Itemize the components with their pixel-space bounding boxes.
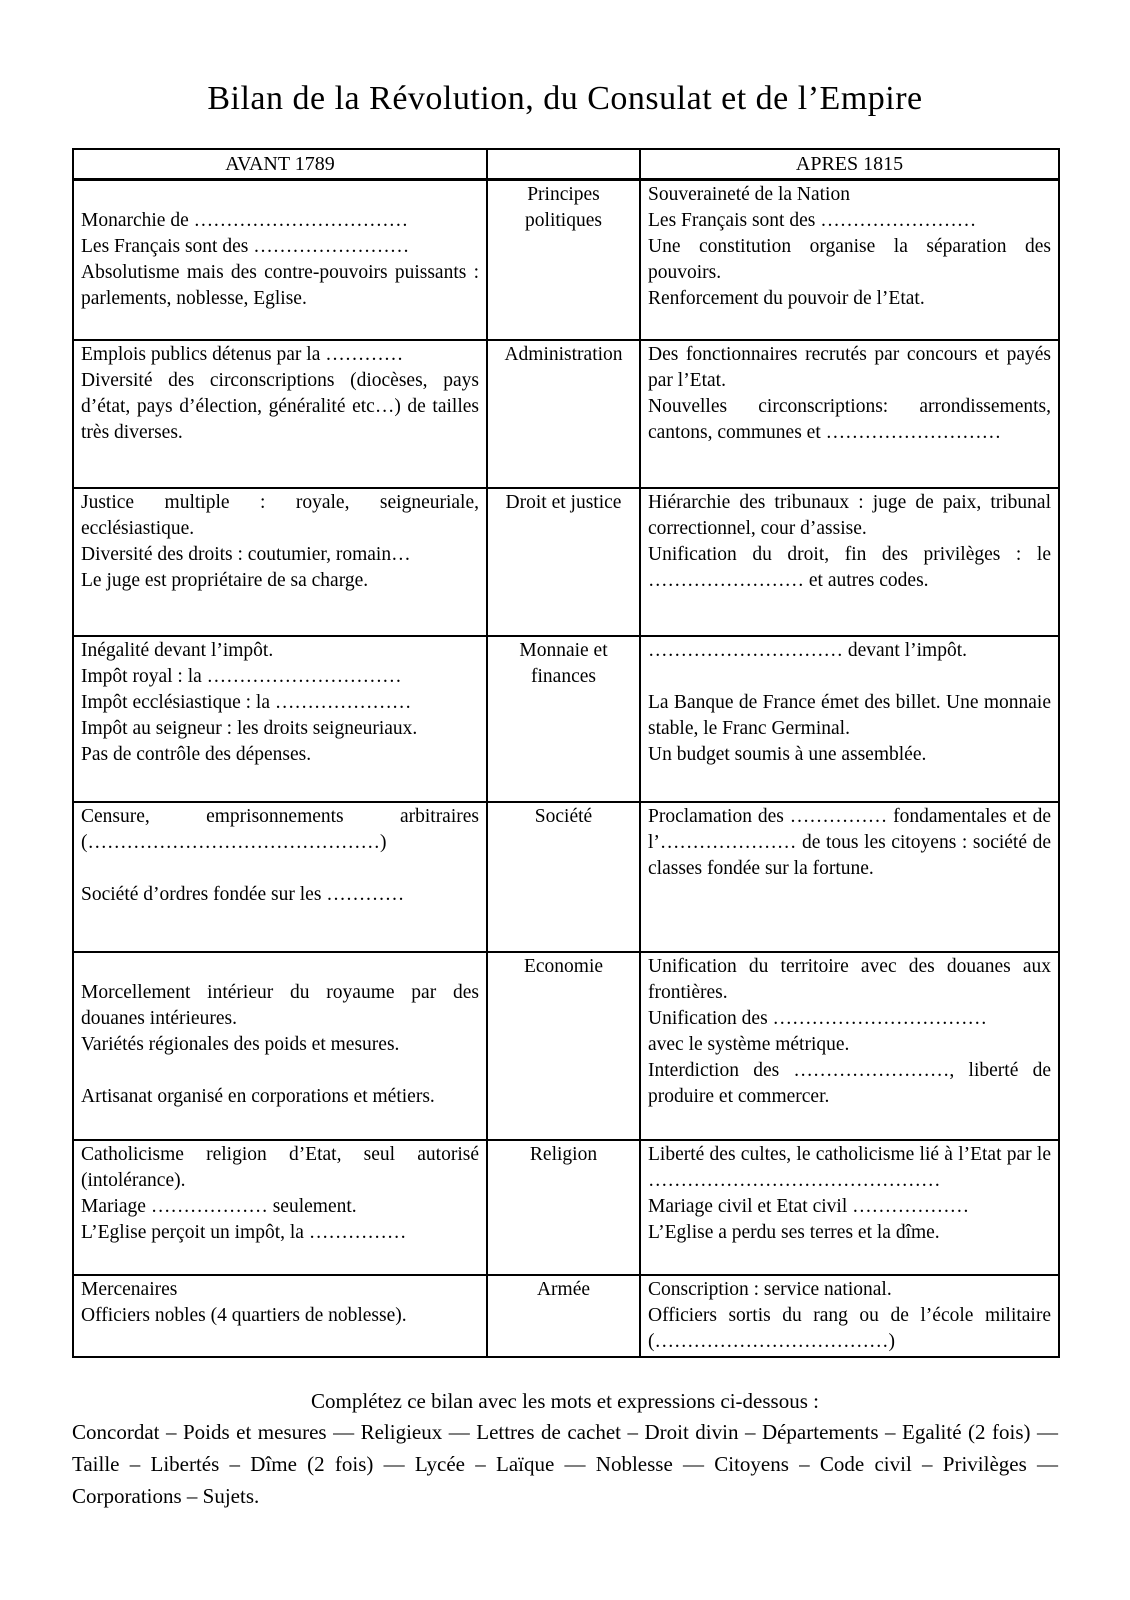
cell-avant (73, 802, 487, 952)
table-row-droit-et-justice (73, 488, 1059, 636)
table-header-row (73, 149, 1059, 180)
cell-paragraph: avec le système métrique. (648, 1033, 850, 1055)
cell-paragraph: Un budget soumis à une assemblée. (648, 743, 927, 765)
header-avant-1789: AVANT 1789 (73, 149, 487, 180)
instruction-text: Complétez ce bilan avec les mots et expressions ci-dessous : (311, 1388, 819, 1413)
cell-paragraph: Les Français sont des …………………… (81, 236, 410, 257)
cell-paragraph: Officiers sortis du rang ou de l’école militaire (………………………………) (648, 1304, 1051, 1352)
table-row-religion (73, 1140, 1059, 1275)
cell-paragraph: Les Français sont des …………………… (648, 210, 977, 231)
cell-paragraph: Artisanat organisé en corporations et métiers. (81, 1085, 435, 1107)
cell-avant (73, 340, 487, 488)
cell-avant (73, 180, 487, 340)
cell-paragraph: Inégalité devant l’impôt. (81, 639, 274, 661)
cell-paragraph: Conscription : service national. (648, 1278, 892, 1300)
cell-paragraph: Impôt royal : la ………………………… (81, 665, 402, 687)
cell-paragraph: Une constitution organise la séparation des pouvoirs. (648, 236, 1051, 283)
cell-category (487, 802, 640, 952)
category-label: Armée (536, 1278, 591, 1300)
cell-paragraph: Des fonctionnaires recrutés par concours et payés par l’Etat. (648, 343, 1051, 391)
word-bank: Concordat – Poids et mesures — Religieux — Lettres de cachet – Droit divin – Départements – Egalité (2 fois) — Taille – Libertés – Dîme (2 fois) — Lycée – Laïque — Noblesse — Citoyens – Code civil – Privilèges — Corporations – Sujets. (72, 1419, 1058, 1508)
category-label: Société (534, 805, 593, 827)
blank-line (81, 954, 479, 980)
blank-line (81, 856, 479, 882)
blank-line (81, 1058, 479, 1084)
cell-paragraph: Justice multiple : royale, seigneuriale, ecclésiastique. (81, 491, 479, 539)
cell-paragraph: La Banque de France émet des billet. Une monnaie stable, le Franc Germinal. (648, 691, 1051, 739)
cell-paragraph: Mariage civil et Etat civil ……………… (648, 1195, 970, 1217)
cell-avant (73, 636, 487, 802)
cell-apres (640, 1140, 1059, 1275)
category-label: Monnaie et finances (519, 639, 608, 687)
cell-apres (640, 488, 1059, 636)
cell-paragraph: Censure, emprisonnements arbitraires (………………………………………) (81, 805, 479, 853)
cell-paragraph: Mercenaires (81, 1278, 178, 1300)
cell-paragraph: Mariage ……………… seulement. (81, 1195, 357, 1217)
cell-category (487, 1275, 640, 1357)
cell-paragraph: Variétés régionales des poids et mesures. (81, 1033, 400, 1055)
cell-paragraph: Liberté des cultes, le catholicisme lié à l’Etat par le ……………………………………… (648, 1143, 1051, 1191)
cell-apres (640, 180, 1059, 340)
cell-paragraph: Nouvelles circonscriptions: arrondissements, cantons, communes et ……………………… (648, 395, 1051, 443)
cell-avant (73, 1140, 487, 1275)
table-row-societe (73, 802, 1059, 952)
cell-paragraph: Unification des …………………………… (648, 1007, 988, 1029)
table-row-armee (73, 1275, 1059, 1357)
category-label: Principes politiques (525, 184, 602, 231)
cell-category (487, 488, 640, 636)
cell-apres (640, 952, 1059, 1140)
blank-line (81, 182, 479, 208)
cell-paragraph: Hiérarchie des tribunaux : juge de paix, tribunal correctionnel, cour d’assise. (648, 491, 1051, 539)
cell-paragraph: Morcellement intérieur du royaume par des douanes intérieures. (81, 981, 479, 1029)
cell-paragraph: Officiers nobles (4 quartiers de noblesse). (81, 1304, 407, 1326)
cell-paragraph: Emplois publics détenus par la ………… (81, 343, 404, 365)
cell-paragraph: Diversité des circonscriptions (diocèses, pays d’état, pays d’élection, généralité etc…) de tailles très diverses. (81, 369, 479, 443)
blank-line (648, 664, 1051, 690)
cell-paragraph: Unification du droit, fin des privilèges : le …………………… et autres codes. (648, 543, 1051, 591)
cell-paragraph: ………………………… devant l’impôt. (648, 639, 968, 661)
table-row-monnaie-et-finances (73, 636, 1059, 802)
cell-paragraph: Monarchie de …………………………… (81, 210, 409, 231)
table-row-administration (73, 340, 1059, 488)
bilan-table (72, 148, 1060, 1358)
header-apres-1815: APRES 1815 (640, 149, 1059, 180)
cell-paragraph: L’Eglise perçoit un impôt, la …………… (81, 1221, 407, 1243)
category-label: Economie (523, 955, 604, 977)
table-row-economie (73, 952, 1059, 1140)
cell-paragraph: Pas de contrôle des dépenses. (81, 743, 312, 765)
cell-category (487, 952, 640, 1140)
cell-apres (640, 802, 1059, 952)
cell-paragraph: Unification du territoire avec des douanes aux frontières. (648, 955, 1051, 1003)
cell-paragraph: Catholicisme religion d’Etat, seul autorisé (intolérance). (81, 1143, 479, 1191)
cell-avant (73, 1275, 487, 1357)
cell-apres (640, 636, 1059, 802)
cell-apres (640, 340, 1059, 488)
cell-paragraph: Proclamation des …………… fondamentales et de l’………………… de tous les citoyens : société de classes fondée sur la fortune. (648, 805, 1051, 879)
cell-paragraph: Impôt au seigneur : les droits seigneuriaux. (81, 717, 418, 739)
cell-category (487, 180, 640, 340)
cell-paragraph: L’Eglise a perdu ses terres et la dîme. (648, 1221, 940, 1243)
cell-category (487, 340, 640, 488)
category-label: Droit et justice (505, 491, 622, 513)
cell-apres (640, 1275, 1059, 1357)
category-label: Religion (529, 1143, 598, 1165)
cell-paragraph: Interdiction des ……………………, liberté de produire et commercer. (648, 1059, 1051, 1107)
page-title: Bilan de la Révolution, du Consulat et de l’Empire (207, 80, 923, 117)
table-body (73, 180, 1059, 1357)
cell-avant (73, 488, 487, 636)
header-middle-empty (487, 149, 640, 180)
cell-category (487, 1140, 640, 1275)
cell-paragraph: Le juge est propriétaire de sa charge. (81, 569, 369, 591)
cell-category (487, 636, 640, 802)
cell-paragraph: Diversité des droits : coutumier, romain… (81, 543, 411, 565)
table-row-principes-politiques (73, 180, 1059, 340)
cell-paragraph: Société d’ordres fondée sur les ………… (81, 883, 405, 905)
category-label: Administration (504, 343, 623, 365)
cell-paragraph: Impôt ecclésiastique : la ………………… (81, 691, 412, 713)
cell-avant (73, 952, 487, 1140)
cell-paragraph: Absolutisme mais des contre-pouvoirs puissants : parlements, noblesse, Eglise. (81, 262, 479, 309)
cell-paragraph: Renforcement du pouvoir de l’Etat. (648, 288, 925, 309)
cell-paragraph: Souveraineté de la Nation (648, 184, 850, 205)
